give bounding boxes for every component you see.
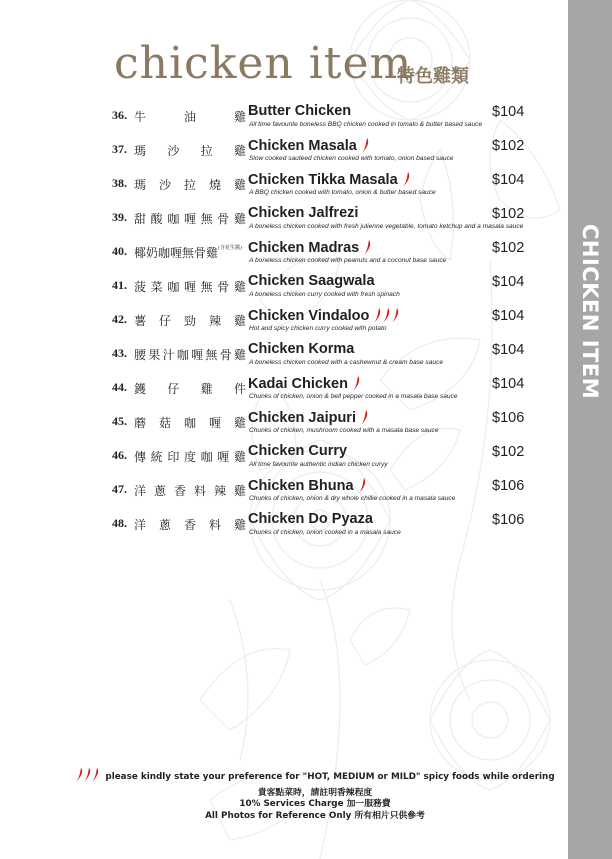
chinese-character: 蔥 [153, 484, 166, 498]
menu-item [112, 443, 560, 480]
menu-item-chinese-name [134, 482, 246, 499]
chinese-character: 油 [183, 110, 196, 124]
menu-item-description: A boneless chicken cooked with fresh julienne vegetable, tomato ketchup and a masala sauce [249, 223, 524, 230]
menu-item-price: $104 [492, 342, 525, 358]
menu-item-price: $102 [492, 138, 525, 154]
chinese-character: 喱 [183, 280, 196, 294]
chinese-character: 薯 [134, 314, 147, 328]
menu-item-chinese-name [134, 142, 246, 159]
menu-item-name: Chicken Vindaloo [248, 307, 370, 324]
chinese-character: 無 [205, 348, 218, 362]
menu-item-price: $106 [492, 478, 525, 494]
chinese-character: 燒 [208, 178, 221, 192]
chinese-character: 瑪 [134, 178, 147, 192]
menu-item [112, 273, 560, 310]
menu-item-price: $102 [492, 240, 525, 256]
menu-item-description: All time favourite authentic indian chicken curyy [249, 461, 388, 468]
page-title-chinese: 特色雞類 [397, 66, 469, 87]
side-title-text: CHICKEN ITEM [578, 224, 602, 400]
menu-item-number: 47. [112, 482, 127, 496]
menu-item-number: 48. [112, 516, 127, 530]
chinese-character: 雞 [233, 110, 246, 124]
menu-item-chinese-name [134, 176, 246, 193]
menu-item-number: 44. [112, 380, 127, 394]
menu-item-description: Slow cooked sauteed chicken cooked with tomato, onion based sauce [249, 155, 454, 162]
menu-item-price: $104 [492, 104, 525, 120]
menu-item [112, 375, 560, 412]
menu-item-chinese-name [134, 380, 246, 397]
chinese-character: 酸 [150, 212, 163, 226]
chinese-character: 雞 [233, 178, 246, 192]
service-charge: 10% Services Charge [239, 799, 344, 809]
chinese-character: 辣 [213, 484, 226, 498]
menu-item-description: Chunks of chicken, mushroom cooked with a masala base sauce [249, 427, 439, 434]
chinese-character: 無 [200, 212, 213, 226]
chili-pepper-icon [357, 477, 369, 494]
menu-item-price: $106 [492, 512, 525, 528]
footer [95, 767, 555, 822]
chinese-character: 雞 [233, 212, 246, 226]
menu-item-name: Chicken Jalfrezi [248, 205, 359, 221]
chili-pepper-icon [401, 171, 413, 188]
chinese-character: 仔 [167, 382, 180, 396]
menu-item-name: Chicken Tikka Masala [248, 171, 398, 188]
menu-item-description: A boneless chicken cooked with a cashewnut & cream base sauce [249, 359, 444, 366]
chinese-character: 骨 [217, 280, 230, 294]
chinese-character: 咖 [183, 416, 196, 430]
menu-item-number: 46. [112, 448, 127, 462]
menu-item-number: 43. [112, 346, 127, 360]
side-title [568, 214, 612, 410]
chinese-character: 雞 [233, 484, 246, 498]
chinese-character: 香 [183, 518, 196, 532]
chinese-character: 無 [200, 280, 213, 294]
menu-item-name: Chicken Saagwala [248, 273, 375, 289]
chili-pepper-icon [359, 409, 371, 426]
menu-item-number: 45. [112, 414, 127, 428]
chili-pepper-icon [75, 767, 105, 788]
menu-item-price: $106 [492, 410, 525, 426]
photos-note-chinese: 所有相片只供參考 [354, 810, 425, 821]
menu-item-chinese-name [134, 108, 246, 125]
menu-item-number: 42. [112, 312, 127, 326]
menu-item-name-row [248, 307, 404, 324]
chinese-character: 雞 [200, 382, 213, 396]
menu-item-number: 40. [112, 244, 127, 258]
menu-item-name: Chicken Masala [248, 137, 357, 154]
menu-item-chinese-name [134, 210, 246, 227]
menu-item-chinese-name [134, 312, 246, 329]
menu-item-name-row [248, 375, 363, 392]
menu-item-chinese-name [134, 346, 246, 363]
chinese-character: 喱 [217, 450, 230, 464]
menu-item-name-row [248, 511, 373, 527]
side-band [568, 0, 612, 859]
menu-item [112, 341, 560, 378]
menu-item-description: Chunks of chicken, onion cooked in a masala sauce [249, 529, 401, 536]
chili-pepper-icon [351, 375, 363, 392]
chinese-character: 洋 [134, 484, 147, 498]
menu-item-description: All time favourite boneless BBQ chicken cooked in tomato & butter based sauce [249, 121, 483, 128]
chinese-character: 鑊 [134, 382, 147, 396]
menu-item-number: 37. [112, 142, 127, 156]
chinese-character: 蘑 [134, 416, 147, 430]
menu-item [112, 239, 560, 276]
menu-item-name: Chicken Jaipuri [248, 409, 356, 426]
menu-item-name: Chicken Do Pyaza [248, 511, 373, 527]
menu-item [112, 409, 560, 446]
chinese-character: 雞 [233, 314, 246, 328]
menu-item-name-row [248, 205, 358, 221]
chinese-character: 雞 [233, 416, 246, 430]
chinese-character: 咖 [167, 212, 180, 226]
chinese-character: 印 [167, 450, 180, 464]
menu-item-price: $102 [492, 444, 525, 460]
menu-item-description: A BBQ chicken cooked with tomato, onion & butter based sauce [249, 189, 436, 196]
chinese-character: 果 [148, 348, 161, 362]
menu-item-price: $104 [492, 308, 525, 324]
menu-item-price: $104 [492, 172, 525, 188]
menu-item-price: $104 [492, 274, 525, 290]
menu-item-number: 36. [112, 108, 127, 122]
chinese-character: 菠 [134, 280, 147, 294]
chili-pepper-icon [362, 239, 374, 256]
menu-item-chinese-name [134, 516, 246, 533]
chinese-name-note: (含花生醬) [218, 245, 242, 251]
chinese-character: 度 [183, 450, 196, 464]
chinese-character: 料 [193, 484, 206, 498]
chinese-character: 沙 [167, 144, 180, 158]
chinese-character: 沙 [158, 178, 171, 192]
menu-item-name-row [248, 239, 374, 256]
chinese-character: 仔 [158, 314, 171, 328]
chinese-character: 拉 [183, 178, 196, 192]
menu-item [112, 205, 560, 242]
menu-item-name-row [248, 273, 375, 289]
menu-item-description: Chunks of chicken, onion & dry whole chillie cooked in a masala sauce [249, 495, 456, 502]
menu-item-description: Chunks of chicken, onion & bell pepper cooked in a masala base sauce [249, 393, 458, 400]
menu-item [112, 511, 560, 548]
photos-note: All Photos for Reference Only [205, 810, 352, 821]
service-charge-line [95, 799, 535, 811]
menu-item-price: $104 [492, 376, 525, 392]
chinese-character: 雞 [233, 144, 246, 158]
menu-item-name-row [248, 171, 413, 188]
menu-item-name-row [248, 341, 354, 357]
chinese-character: 統 [150, 450, 163, 464]
chinese-character: 喱 [208, 416, 221, 430]
menu-item-description: A boneless chicken cooked with peanuts and a coconut base sauce [249, 257, 447, 264]
chinese-character: 洋 [134, 518, 147, 532]
menu-item [112, 171, 560, 208]
chinese-character: 骨 [219, 348, 232, 362]
menu-item [112, 137, 560, 174]
chinese-character: 咖 [200, 450, 213, 464]
chinese-character: 料 [208, 518, 221, 532]
menu-item-description: A boneless chicken curry cooked with fresh spinach [249, 291, 400, 298]
menu-item-name-row [248, 477, 369, 494]
chinese-character: 菇 [158, 416, 171, 430]
chinese-character: 喱 [183, 212, 196, 226]
menu-item-price: $102 [492, 206, 525, 222]
chinese-character: 咖 [176, 348, 189, 362]
menu-item-name: Chicken Madras [248, 239, 360, 256]
menu-item-name: Butter Chicken [248, 103, 352, 119]
service-charge-chinese: 加一服務費 [346, 799, 391, 809]
chinese-character: 件 [233, 382, 246, 396]
chinese-character: 辣 [208, 314, 221, 328]
chinese-character: 喱 [191, 348, 204, 362]
chinese-character: 勁 [183, 314, 196, 328]
chinese-character: 雞 [233, 518, 246, 532]
chinese-character: 咖 [167, 280, 180, 294]
chinese-character: 甜 [134, 212, 147, 226]
menu-item-number: 39. [112, 210, 127, 224]
menu-item-name: Chicken Bhuna [248, 477, 354, 494]
chinese-character: 香 [173, 484, 186, 498]
menu-item-chinese-name [134, 414, 246, 431]
page-title: chicken item [114, 38, 413, 89]
spicy-note-chinese: 貴客點菜時，請註明香辣程度 [257, 787, 373, 798]
chinese-character: 瑪 [134, 144, 147, 158]
chili-pepper-icon [360, 137, 372, 154]
chinese-character: 雞 [233, 348, 246, 362]
menu-item-description: Hot and spicy chicken curry cooked with potato [249, 325, 387, 332]
menu-item [112, 103, 560, 140]
chinese-character: 腰 [134, 348, 147, 362]
menu-item-name: Chicken Korma [248, 341, 355, 357]
menu-item [112, 477, 560, 514]
menu-item-chinese-name [134, 278, 246, 295]
chinese-character: 骨 [217, 212, 230, 226]
chinese-character: 雞 [233, 450, 246, 464]
menu-item [112, 307, 560, 344]
menu-item-name-row [248, 103, 351, 119]
chili-pepper-icon [372, 307, 404, 324]
menu-item-chinese-name [134, 244, 246, 261]
menu-item-name-row [248, 137, 372, 154]
menu-item-name: Chicken Curry [248, 443, 348, 459]
chinese-character: 雞 [233, 280, 246, 294]
menu-item-number: 38. [112, 176, 127, 190]
menu-item-name-row [248, 409, 371, 426]
menu-item-number: 41. [112, 278, 127, 292]
chinese-character: 牛 [134, 110, 147, 124]
chinese-character: 菜 [150, 280, 163, 294]
chinese-character: 汁 [162, 348, 175, 362]
menu-item-name: Kadai Chicken [248, 375, 348, 392]
photos-note-line [95, 811, 535, 823]
chinese-character: 椰奶咖喱無骨雞 [134, 246, 219, 260]
spicy-note-line [95, 767, 555, 788]
chinese-character: 拉 [200, 144, 213, 158]
menu-item-name-row [248, 443, 347, 459]
menu-item-chinese-name [134, 448, 246, 465]
spicy-note: please kindly state your preference for "HOT, MEDIUM or MILD" spicy foods while ordering [105, 771, 555, 782]
chinese-character: 傳 [134, 450, 147, 464]
chinese-character: 蔥 [158, 518, 171, 532]
